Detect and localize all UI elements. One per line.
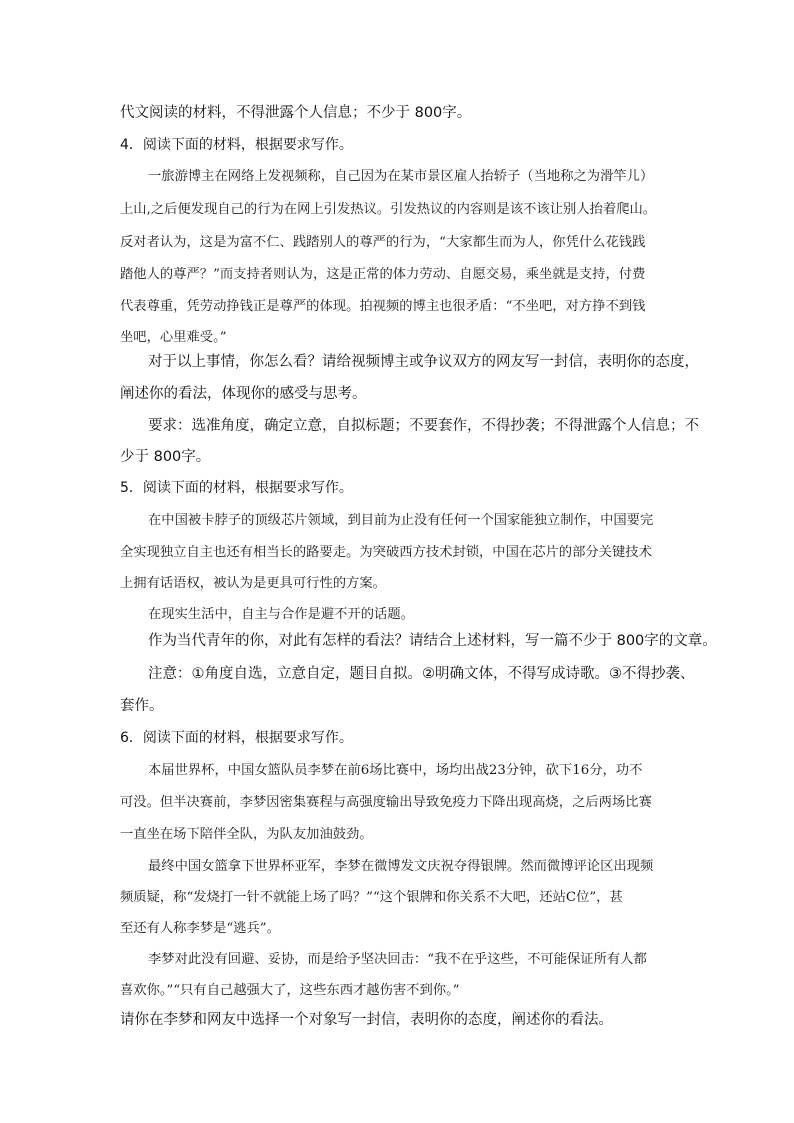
material-line: 在现实生活中，自主与合作是避不开的话题。	[148, 607, 414, 622]
material-line: 频质疑，称“发烧打一针不就能上场了吗？”“这个银牌和你关系不大吧，还站C位”，甚	[120, 890, 623, 905]
material-line: 最终中国女篮拿下世界杯亚军，李梦在微博发文庆祝夺得银牌。然而微博评论区出现频	[148, 859, 654, 874]
requirement-line: 少于 800字。	[120, 449, 211, 465]
question-heading: 6．阅读下面的材料，根据要求写作。	[120, 730, 353, 746]
material-line: 一直坐在场下陪伴全队，为队友加油鼓劲。	[120, 827, 373, 842]
requirement-line: 要求：选准角度，确定立意，自拟标题；不要套作，不得抄袭；不得泄露个人信息；不	[148, 418, 699, 434]
material-line: 至还有人称李梦是“逃兵”。	[120, 921, 280, 936]
material-line: 上山,之后便发现自己的行为在网上引发热议。引发热议的内容则是该不该让别人抬着爬山。	[120, 202, 657, 217]
question-heading: 4．阅读下面的材料，根据要求写作。	[120, 137, 353, 153]
prompt-line: 阐述你的看法，体现你的感受与思考。	[120, 386, 367, 402]
requirement-line: 注意：①角度自选，立意自定，题目自拟。②明确文体，不得写成诗歌。③不得抄袭、	[148, 666, 695, 682]
material-line: 喜欢你。”“只有自己越强大了，这些东西才越伤害不到你。”	[120, 983, 460, 998]
material-line: 本届世界杯，中国女篮队员李梦在前6场比赛中，场均出战23分钟，砍下16分，功不	[148, 763, 643, 778]
prompt-line: 请你在李梦和网友中选择一个对象写一封信，表明你的态度，阐述你的看法。	[120, 1012, 613, 1028]
prompt-line: 作为当代青年的你，对此有怎样的看法？请结合上述材料，写一篇不少于 800字的文章。	[148, 633, 717, 649]
requirement-line: 套作。	[120, 698, 164, 714]
material-line: 全实现独立自主也还有相当长的路要走。为突破西方技术封锁，中国在芯片的部分关键技术	[120, 545, 652, 560]
text-line: 代文阅读的材料，不得泄露个人信息；不少于 800字。	[120, 105, 472, 121]
question-heading: 5．阅读下面的材料，根据要求写作。	[120, 480, 353, 496]
prompt-line: 对于以上事情，你怎么看？请给视频博主或争议双方的网友写一封信，表明你的态度，	[148, 354, 699, 370]
material-line: 李梦对此没有回避、妥协，而是给予坚决回击：“我不在乎这些，不可能保证所有人都	[148, 952, 647, 967]
material-line: 坐吧，心里难受。”	[120, 330, 227, 345]
material-line: 代表尊重，凭劳动挣钱正是尊严的体现。拍视频的博主也很矛盾：“不坐吧，对方挣不到钱	[120, 299, 646, 314]
material-line: 踏他人的尊严？”而支持者则认为，这是正常的体力劳动、自愿交易，乘坐就是支持，付费	[120, 267, 646, 282]
material-line: 一旅游博主在网络上发视频称，自己因为在某市景区雇人抬轿子（当地称之为滑竿儿）	[148, 169, 654, 184]
material-line: 在中国被卡脖子的顶级芯片领域，到目前为止没有任何一个国家能独立制作，中国要完	[148, 513, 654, 528]
material-line: 可没。但半决赛前，李梦因密集赛程与高强度输出导致免疫力下降出现高烧，之后两场比赛	[120, 795, 652, 810]
material-line: 上拥有话语权，被认为是更具可行性的方案。	[120, 576, 386, 591]
material-line: 反对者认为，这是为富不仁、践踏别人的尊严的行为，“大家都生而为人，你凭什么花钱践	[120, 235, 646, 250]
